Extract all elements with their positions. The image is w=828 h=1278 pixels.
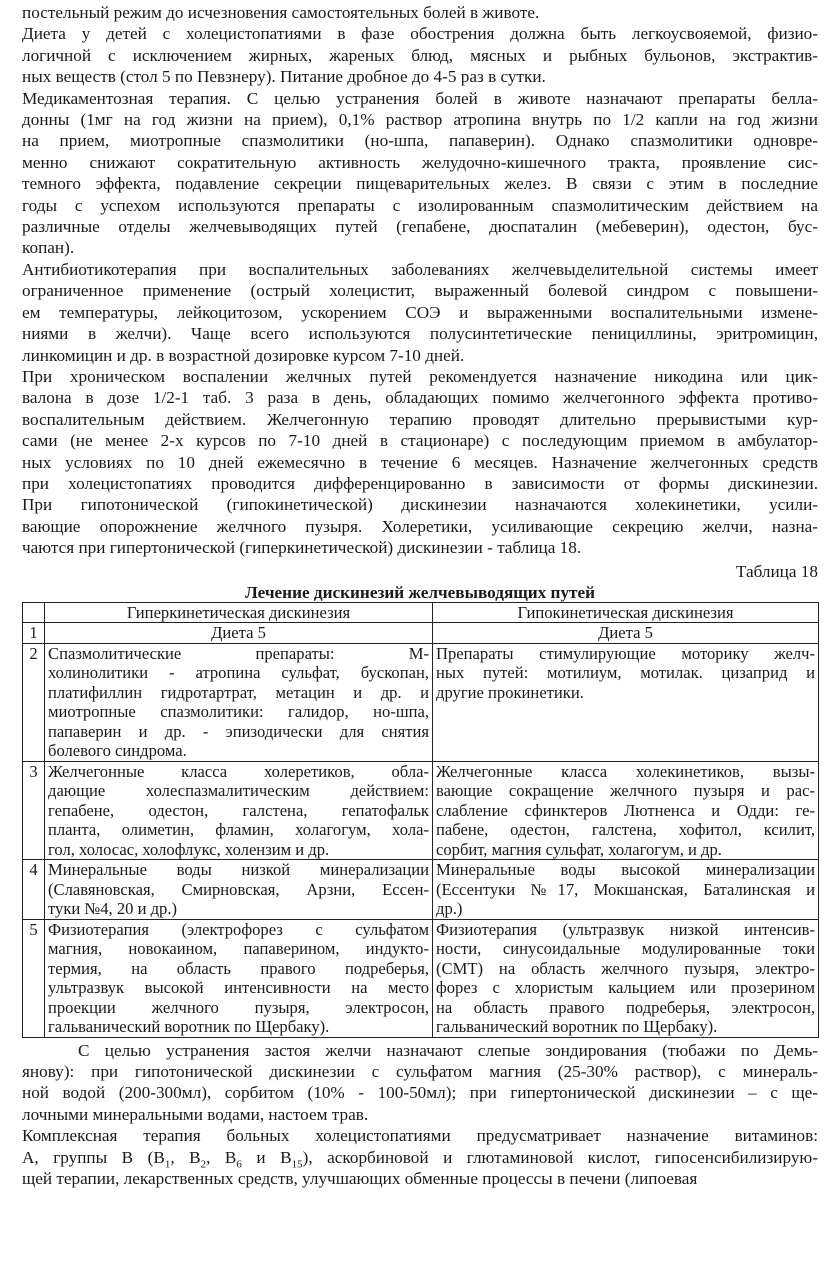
cell-hyperkinetic: Диета 5 bbox=[45, 623, 433, 644]
paragraph bbox=[22, 259, 818, 366]
cell-line: магния, новокаином, папаверином, индукто- bbox=[48, 939, 429, 959]
cell-line: Желчегонные класса холеретиков, обла- bbox=[48, 761, 429, 781]
text-line: постельный режим до исчезновения самостоятельных болей в животе. bbox=[22, 3, 540, 22]
paragraph bbox=[22, 23, 818, 87]
cell-hyperkinetic bbox=[45, 919, 433, 1037]
text-line: лочными минеральными водами, настоем трав. bbox=[22, 1104, 369, 1124]
cell-hyperkinetic bbox=[45, 643, 433, 761]
text-line: Диета у детей с холецистопатиями в фазе обострения должна быть легкоусвояемой, физио- bbox=[22, 24, 818, 44]
cell-line: планта, олиметин, фламин, холагогум, хола- bbox=[48, 820, 429, 840]
text-line: ограниченное применение (острый холецистит, выраженный болевой синдром с повышени- bbox=[22, 281, 818, 301]
cell-line: пабене, одестон, галстена, хофитол, ксилит, bbox=[436, 820, 815, 840]
cell-line: холинолитики - атропина сульфат, бускопан, bbox=[48, 663, 429, 683]
cell-line: ных путей: мотилиум, мотилак. цизаприд и bbox=[436, 663, 815, 683]
text-line: на прием, миотропные спазмолитики (но-шпа, папаверин). Однако спазмолитики одновре- bbox=[22, 131, 818, 151]
text-line: янову): при гипотонической дискинезии с сульфатом магния (25-30% раствор), с минераль- bbox=[22, 1061, 818, 1081]
text-line: ных условиях по 10 дней ежемесячно в течение 6 месяцев. Назначение желчегонных средств bbox=[22, 452, 818, 472]
text-line: ных веществ (стол 5 по Певзнеру). Питание дробное до 4-5 раз в сутки. bbox=[22, 67, 546, 87]
paragraph bbox=[22, 88, 818, 259]
row-number: 2 bbox=[23, 643, 45, 761]
text-line: сами (не менее 2-х курсов по 7-10 дней в стационаре) с последующим приемом в амбулатор- bbox=[22, 431, 818, 451]
text-line: ниями в желчи). Чаще всего используются полусинтетические пенициллины, эритромицин, bbox=[22, 324, 818, 344]
body-text-bottom bbox=[22, 1040, 818, 1190]
cell-line: гальванический воротник по Щербаку). bbox=[48, 1017, 330, 1037]
cell-line: другие прокинетики. bbox=[436, 682, 584, 702]
text-line: линкомицин и др. в возрастной дозировке курсом 7-10 дней. bbox=[22, 345, 465, 365]
cell-line: (СМТ) на область желчного пузыря, электро- bbox=[436, 958, 815, 978]
table-row bbox=[23, 623, 819, 644]
cell-line: ультразвук высокой интенсивности на место bbox=[48, 978, 429, 998]
table-row bbox=[23, 643, 819, 761]
cell-line: гальванический воротник по Щербаку). bbox=[436, 1017, 718, 1037]
cell-line: сорбит, магния сульфат, холагогум, и др. bbox=[436, 839, 722, 859]
cell-line: вающие сокращение желчного пузыря и рас- bbox=[436, 781, 815, 801]
text-line: ной водой (200-300мл), сорбитом (10% - 100-50мл); при гипертонической дискинезии – с ще- bbox=[22, 1083, 818, 1103]
treatment-table bbox=[22, 602, 819, 1038]
text-line: копан). bbox=[22, 238, 75, 258]
cell-line: гол, холосас, холофлукс, холензим и др. bbox=[48, 839, 330, 859]
text-line: С целью устранения застоя желчи назначают слепые зондирования (тюбажи по Демь- bbox=[78, 1040, 818, 1060]
text-line: воспалительным действием. Желчегонную терапию проводят длительно прерывистыми кур- bbox=[22, 409, 818, 429]
row-number: 4 bbox=[23, 860, 45, 920]
text-line: менно снижают сократительную активность желудочно-кишечного тракта, проявление сис- bbox=[22, 152, 818, 172]
cell-line: папаверин и др. - эпизодически для снятия bbox=[48, 721, 429, 741]
cell-hypokinetic bbox=[433, 761, 819, 860]
body-text-top bbox=[22, 2, 818, 559]
text-line: донны (1мг на год жизни на прием), 0,1% раствор атропина внутрь по 1/2 капли на год жизни bbox=[22, 110, 818, 130]
text-line: Антибиотикотерапия при воспалительных заболеваниях желчевыделительной системы имеет bbox=[22, 259, 818, 279]
text-line: ем температуры, лейкоцитозом, ускорением СОЭ и выраженными воспалительными измене- bbox=[22, 302, 818, 322]
cell-hypokinetic: Диета 5 bbox=[433, 623, 819, 644]
row-number: 1 bbox=[23, 623, 45, 644]
cell-hypokinetic bbox=[433, 919, 819, 1037]
text-line: А, группы В ($В_1$, $В_2$, $В_6$ и $В_{15}$), аскорбиновой и глютаминовой кислот, гипосенсибилизирую- bbox=[22, 1147, 818, 1171]
cell-line: форез с хлористым кальцием или прозерином bbox=[436, 978, 815, 998]
cell-line: (Ессентуки №17, Мокшанская, Баталинская и bbox=[436, 879, 815, 899]
cell-line: платифиллин гидротартрат, метацин и др. и bbox=[48, 682, 429, 702]
cell-line: Физиотерапия (ультразвук низкой интенсив- bbox=[436, 919, 815, 939]
paragraph bbox=[22, 1125, 818, 1189]
header-hypokinetic: Гипокинетическая дискинезия bbox=[433, 602, 819, 623]
table-title: Лечение дискинезий желчевыводящих путей bbox=[244, 582, 596, 602]
row-number: 5 bbox=[23, 919, 45, 1037]
cell-line: Физиотерапия (электрофорез с сульфатом bbox=[48, 919, 429, 939]
text-line: при холецистопатиях проводится дифференцированно в зависимости от формы дискинезии. bbox=[22, 473, 818, 493]
text-line: При хроническом воспалении желчных путей рекомендуется назначение никодина или цик- bbox=[22, 366, 818, 386]
cell-hypokinetic bbox=[433, 643, 819, 761]
cell-line: проекции желчного пузыря, электросон, bbox=[48, 997, 429, 1017]
text-line: При гипотонической (гипокинетической) дискинезии назначаются холекинетики, усили- bbox=[22, 495, 818, 515]
text-line: щей терапии, лекарственных средств, улучшающих обменные процессы в печени (липоевая bbox=[22, 1169, 698, 1188]
text-line: вающие опорожнение желчного пузыря. Холеретики, усиливающие секрецию желчи, назна- bbox=[22, 516, 818, 536]
cell-line: туки №4, 20 и др.) bbox=[48, 899, 178, 919]
cell-line: (Славяновская, Смирновская, Арзни, Ессен- bbox=[48, 879, 429, 899]
cell-line: гепабене, одестон, галстена, гепатофальк bbox=[48, 800, 429, 820]
cell-line: болевого синдрома. bbox=[48, 741, 187, 761]
paragraph bbox=[22, 2, 818, 23]
header-hyperkinetic: Гиперкинетическая дискинезия bbox=[45, 602, 433, 623]
table-caption: Таблица 18 bbox=[735, 561, 818, 581]
table-row bbox=[23, 761, 819, 860]
cell-line: Желчегонные класса холекинетиков, вызы- bbox=[436, 761, 815, 781]
cell-line: дающие холеспазмалитическим действием: bbox=[48, 781, 429, 801]
cell-line: термия, на область правого подреберья, bbox=[48, 958, 429, 978]
paragraph bbox=[22, 1040, 818, 1126]
text-line: Комплексная терапия больных холецистопатиями предусматривает назначение витаминов: bbox=[22, 1126, 818, 1146]
text-line: различные отделы желчевыводящих путей (гепабене, дюспаталин (мебеверин), одестон, бус- bbox=[22, 217, 818, 237]
table-header-row bbox=[23, 602, 819, 623]
cell-hyperkinetic bbox=[45, 860, 433, 920]
cell-hyperkinetic bbox=[45, 761, 433, 860]
text-line: темного эффекта, подавление секреции пищеварительных желез. В связи с этим в последние bbox=[22, 174, 818, 194]
cell-hypokinetic bbox=[433, 860, 819, 920]
cell-line: миотропные спазмолитики: галидор, но-шпа, bbox=[48, 702, 429, 722]
text-line: логичной с исключением жирных, жареных блюд, мясных и рыбных бульонов, экстрактив- bbox=[22, 45, 818, 65]
paragraph bbox=[22, 366, 818, 559]
cell-line: слабление сфинктеров Лютненса и Одди: ге- bbox=[436, 800, 815, 820]
cell-line: Спазмолитические препараты: М- bbox=[48, 643, 429, 663]
text-line: годы с успехом используются препараты с изолированным спазмолитическим действием на bbox=[22, 195, 818, 215]
text-line: чаются при гипертонической (гиперкинетической) дискинезии - таблица 18. bbox=[22, 538, 582, 558]
cell-line: ности, синусоидальные модулированные токи bbox=[436, 939, 815, 959]
cell-line: Препараты стимулирующие моторику желч- bbox=[436, 643, 815, 663]
text-line: Медикаментозная терапия. С целью устранения болей в животе назначают препараты белла- bbox=[22, 88, 818, 108]
cell-line: Минеральные воды низкой минерализации bbox=[48, 860, 429, 880]
cell-line: Минеральные воды высокой минерализации bbox=[436, 860, 815, 880]
table-row bbox=[23, 919, 819, 1037]
row-number: 3 bbox=[23, 761, 45, 860]
table-row bbox=[23, 860, 819, 920]
cell-line: др.) bbox=[436, 899, 463, 919]
cell-line: на область правого подреберья, электросон, bbox=[436, 997, 815, 1017]
text-line: валона в дозе 1/2-1 таб. 3 раза в день, обладающих помимо желчегонного эффекта противо- bbox=[22, 388, 818, 408]
